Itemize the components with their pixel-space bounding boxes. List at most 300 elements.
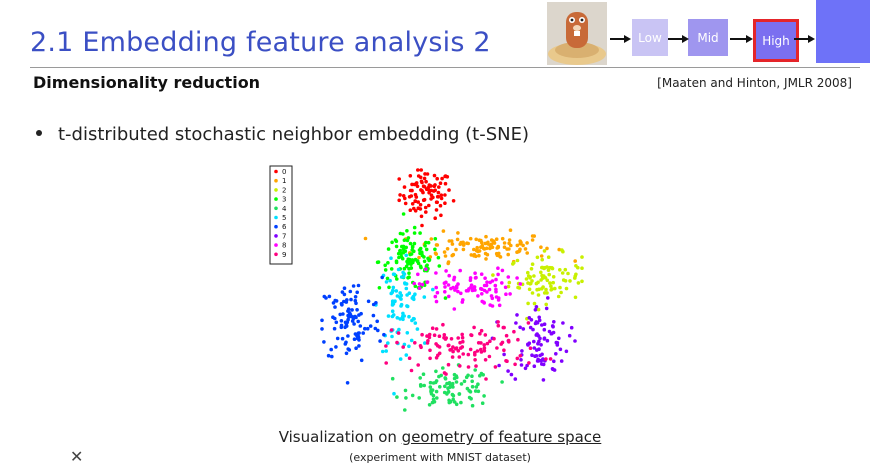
- scatter-point-8: [469, 276, 473, 280]
- scatter-point-2: [540, 266, 544, 270]
- scatter-point-8: [497, 296, 501, 300]
- scatter-point-9: [461, 340, 465, 344]
- scatter-point-8: [507, 275, 511, 279]
- scatter-point-7: [534, 322, 538, 326]
- scatter-point-3: [406, 257, 410, 261]
- scatter-point-0: [402, 194, 406, 198]
- scatter-point-6: [343, 293, 347, 297]
- scatter-point-9: [495, 346, 499, 350]
- scatter-point-2: [549, 288, 553, 292]
- scatter-point-5: [403, 272, 407, 276]
- scatter-point-8: [480, 272, 484, 276]
- scatter-point-7: [506, 369, 510, 373]
- scatter-point-6: [343, 286, 347, 290]
- scatter-point-3: [397, 256, 401, 260]
- scatter-point-9: [444, 336, 448, 340]
- scatter-point-9: [484, 377, 488, 381]
- scatter-point-4: [458, 392, 462, 396]
- arrow-icon: [610, 34, 632, 44]
- legend-marker-6: [274, 225, 278, 229]
- scatter-point-2: [564, 268, 568, 272]
- scatter-point-0: [433, 183, 437, 187]
- figure-subcaption: (experiment with MNIST dataset): [349, 451, 531, 464]
- scatter-point-1: [501, 237, 505, 241]
- scatter-point-3: [413, 231, 417, 235]
- scatter-point-1: [434, 252, 438, 256]
- scatter-point-0: [439, 181, 443, 185]
- scatter-point-9: [480, 329, 484, 333]
- scatter-point-8: [504, 286, 508, 290]
- scatter-point-8: [491, 297, 495, 301]
- scatter-point-8: [515, 276, 519, 280]
- scatter-point-3: [407, 275, 411, 279]
- scatter-point-9: [527, 361, 531, 365]
- scatter-point-6: [346, 334, 350, 338]
- scatter-point-3: [437, 256, 441, 260]
- scatter-point-4: [471, 404, 475, 408]
- scatter-point-4: [473, 368, 477, 372]
- scatter-point-9: [549, 357, 553, 361]
- scatter-point-5: [389, 292, 393, 296]
- scatter-point-7: [538, 354, 542, 358]
- scatter-point-2: [548, 281, 552, 285]
- scatter-point-2: [525, 277, 529, 281]
- scatter-point-0: [419, 203, 423, 207]
- scatter-point-6: [359, 324, 363, 328]
- scatter-point-4: [453, 373, 457, 377]
- legend-label-6: 6: [282, 223, 287, 232]
- scatter-point-9: [456, 336, 460, 340]
- scatter-point-5: [403, 282, 407, 286]
- arrow-icon: [730, 34, 754, 44]
- scatter-point-5: [412, 298, 416, 302]
- scatter-point-2: [528, 276, 532, 280]
- scatter-point-1: [417, 256, 421, 260]
- scatter-point-6: [366, 327, 370, 331]
- scatter-point-2: [551, 281, 555, 285]
- section-subtitle: Dimensionality reduction: [33, 73, 261, 92]
- scatter-point-5: [401, 312, 405, 316]
- scatter-point-2: [540, 258, 544, 262]
- scatter-point-5: [410, 339, 414, 343]
- scatter-point-3: [438, 264, 442, 268]
- scatter-point-0: [403, 185, 407, 189]
- scatter-point-4: [430, 392, 434, 396]
- scatter-point-6: [374, 327, 378, 331]
- scatter-point-2: [574, 296, 578, 300]
- scatter-point-7: [551, 325, 555, 329]
- scatter-point-3: [384, 268, 388, 272]
- scatter-point-1: [509, 228, 513, 232]
- scatter-point-4: [482, 394, 486, 398]
- scatter-point-2: [531, 262, 535, 266]
- scatter-point-2: [528, 288, 532, 292]
- scatter-point-3: [407, 271, 411, 275]
- scatter-point-9: [467, 365, 471, 369]
- scatter-point-8: [482, 301, 486, 305]
- scatter-point-6: [357, 284, 361, 288]
- scatter-point-7: [542, 363, 546, 367]
- scatter-point-4: [477, 390, 481, 394]
- scatter-point-3: [378, 286, 382, 290]
- scatter-point-0: [423, 177, 427, 181]
- scatter-point-2: [512, 261, 516, 265]
- scatter-point-2: [561, 271, 565, 275]
- legend-label-0: 0: [282, 168, 287, 176]
- scatter-point-7: [515, 313, 519, 317]
- scatter-point-4: [451, 382, 455, 386]
- legend-marker-8: [274, 243, 278, 247]
- scatter-point-9: [469, 348, 473, 352]
- scatter-point-3: [411, 245, 415, 249]
- scatter-point-5: [405, 293, 409, 297]
- scatter-point-1: [477, 254, 481, 258]
- scatter-point-2: [536, 281, 540, 285]
- scatter-point-6: [369, 324, 373, 328]
- scatter-point-4: [460, 382, 464, 386]
- scatter-point-0: [439, 214, 443, 218]
- scatter-point-1: [503, 241, 507, 245]
- scatter-point-9: [428, 333, 432, 337]
- scatter-point-3: [433, 248, 437, 252]
- scatter-point-0: [410, 183, 414, 187]
- scatter-point-7: [535, 332, 539, 336]
- scatter-point-6: [335, 299, 339, 303]
- legend-label-1: 1: [282, 177, 287, 186]
- scatter-point-7: [502, 353, 506, 357]
- scatter-point-3: [387, 286, 391, 290]
- scatter-point-2: [568, 279, 572, 283]
- bullet-icon: [36, 130, 42, 136]
- scatter-point-5: [399, 304, 403, 308]
- scatter-point-6: [346, 318, 350, 322]
- scatter-point-2: [516, 259, 520, 263]
- scatter-point-1: [509, 244, 513, 248]
- scatter-point-9: [401, 345, 405, 349]
- stage-mid-label: Mid: [697, 30, 719, 45]
- scatter-point-5: [389, 256, 393, 260]
- scatter-point-2: [537, 293, 541, 297]
- scatter-point-9: [476, 349, 480, 353]
- scatter-point-0: [447, 188, 451, 192]
- arrow-icon: [794, 34, 816, 44]
- scatter-point-8: [496, 266, 500, 270]
- scatter-point-6: [352, 284, 356, 288]
- scatter-point-4: [395, 395, 399, 399]
- scatter-point-9: [438, 334, 442, 338]
- legend-label-8: 8: [282, 241, 287, 250]
- scatter-point-4: [469, 397, 473, 401]
- scatter-point-4: [435, 379, 439, 383]
- scatter-point-0: [409, 189, 413, 193]
- scatter-point-4: [481, 401, 485, 405]
- scatter-point-7: [539, 359, 543, 363]
- scatter-point-8: [434, 295, 438, 299]
- scatter-point-7: [568, 334, 572, 338]
- scatter-point-2: [547, 268, 551, 272]
- scatter-point-3: [395, 245, 399, 249]
- scatter-point-5: [392, 286, 396, 290]
- scatter-point-7: [510, 373, 514, 377]
- scatter-point-5: [391, 315, 395, 319]
- scatter-point-0: [419, 207, 423, 211]
- scatter-point-1: [540, 254, 544, 258]
- scatter-point-1: [478, 249, 482, 253]
- scatter-point-9: [410, 369, 414, 373]
- scatter-point-6: [346, 347, 350, 351]
- scatter-point-8: [519, 282, 523, 286]
- scatter-point-7: [570, 326, 574, 330]
- scatter-point-1: [484, 257, 488, 261]
- stage-high-label: High: [762, 33, 790, 48]
- scatter-point-8: [480, 287, 484, 291]
- scatter-point-1: [456, 231, 460, 235]
- scatter-point-3: [386, 261, 390, 265]
- scatter-point-9: [482, 343, 486, 347]
- scatter-point-4: [404, 396, 408, 400]
- scatter-point-6: [378, 339, 382, 343]
- scatter-point-5: [392, 392, 396, 396]
- scatter-point-3: [409, 262, 413, 266]
- scatter-point-9: [504, 359, 508, 363]
- scatter-point-4: [428, 403, 432, 407]
- scatter-point-9: [435, 327, 439, 331]
- scatter-point-0: [444, 174, 448, 178]
- scatter-point-4: [448, 382, 452, 386]
- scatter-point-9: [438, 345, 442, 349]
- scatter-point-8: [435, 300, 439, 304]
- scatter-point-4: [404, 389, 408, 393]
- scatter-point-0: [414, 193, 418, 197]
- scatter-point-4: [432, 398, 436, 402]
- scatter-point-3: [402, 245, 406, 249]
- scatter-point-5: [406, 331, 410, 335]
- scatter-point-1: [497, 245, 501, 249]
- scatter-point-1: [461, 241, 465, 245]
- scatter-point-4: [418, 376, 422, 380]
- scatter-point-8: [488, 303, 492, 307]
- scatter-point-7: [542, 378, 546, 382]
- legend-label-3: 3: [282, 195, 287, 204]
- scatter-point-9: [494, 365, 498, 369]
- tsne-scatter-plot: [262, 160, 592, 420]
- bullet-text: t-distributed stochastic neighbor embedding (t-SNE): [58, 124, 530, 145]
- scatter-point-4: [422, 384, 426, 388]
- scatter-point-1: [539, 245, 543, 249]
- scatter-point-2: [542, 274, 546, 278]
- scatter-point-2: [537, 308, 541, 312]
- scatter-point-1: [488, 244, 492, 248]
- scatter-point-1: [474, 238, 478, 242]
- scatter-point-6: [372, 303, 376, 307]
- scatter-point-5: [395, 289, 399, 293]
- scatter-point-8: [434, 271, 438, 275]
- scatter-point-6: [335, 321, 339, 325]
- scatter-point-4: [451, 393, 455, 397]
- scatter-point-4: [444, 377, 448, 381]
- scatter-point-8: [508, 292, 512, 296]
- scatter-point-0: [424, 210, 428, 214]
- scatter-point-8: [485, 280, 489, 284]
- scatter-point-3: [406, 262, 410, 266]
- scatter-point-7: [526, 343, 530, 347]
- scatter-point-4: [453, 400, 457, 404]
- scatter-point-4: [475, 385, 479, 389]
- scatter-point-1: [495, 237, 499, 241]
- scatter-point-9: [527, 321, 531, 325]
- scatter-point-8: [504, 292, 508, 296]
- scatter-point-2: [580, 266, 584, 270]
- scatter-point-1: [443, 250, 447, 254]
- scatter-point-0: [419, 168, 423, 172]
- scatter-point-0: [443, 201, 447, 205]
- scatter-point-5: [400, 294, 404, 298]
- scatter-point-9: [441, 323, 445, 327]
- scatter-point-9: [499, 342, 503, 346]
- scatter-point-7: [543, 336, 547, 340]
- scatter-point-0: [427, 204, 431, 208]
- scatter-point-4: [445, 392, 449, 396]
- scatter-point-3: [390, 241, 394, 245]
- scatter-point-8: [500, 281, 504, 285]
- scatter-point-9: [397, 331, 401, 335]
- scatter-point-2: [531, 291, 535, 295]
- scatter-point-6: [331, 315, 335, 319]
- legend-marker-4: [274, 207, 278, 211]
- scatter-point-3: [403, 238, 407, 242]
- scatter-point-4: [437, 375, 441, 379]
- scatter-point-1: [492, 239, 496, 243]
- scatter-point-9: [435, 356, 439, 360]
- scatter-point-2: [544, 303, 548, 307]
- scatter-point-9: [507, 339, 511, 343]
- scatter-point-4: [391, 377, 395, 381]
- scatter-point-9: [502, 348, 506, 352]
- close-icon[interactable]: ✕: [70, 447, 84, 466]
- stage-mid: [688, 19, 728, 56]
- scatter-point-1: [521, 244, 525, 248]
- scatter-point-0: [428, 183, 432, 187]
- scatter-point-6: [324, 296, 328, 300]
- scatter-point-7: [533, 354, 537, 358]
- scatter-point-3: [405, 229, 409, 233]
- scatter-point-9: [428, 349, 432, 353]
- scatter-point-8: [447, 274, 451, 278]
- scatter-point-5: [412, 317, 416, 321]
- scatter-point-7: [514, 321, 518, 325]
- scatter-point-6: [372, 314, 376, 318]
- scatter-point-1: [456, 238, 460, 242]
- scatter-point-3: [413, 226, 417, 230]
- scatter-point-4: [455, 380, 459, 384]
- scatter-point-8: [421, 283, 425, 287]
- scatter-point-8: [480, 292, 484, 296]
- scatter-point-3: [419, 247, 423, 251]
- legend-marker-3: [274, 197, 278, 201]
- scatter-point-9: [384, 344, 388, 348]
- scatter-point-0: [414, 183, 418, 187]
- scatter-point-8: [483, 276, 487, 280]
- scatter-point-6: [360, 359, 364, 363]
- scatter-point-0: [410, 194, 414, 198]
- scatter-point-1: [524, 247, 528, 251]
- scatter-point-5: [404, 254, 408, 258]
- scatter-point-4: [403, 408, 407, 412]
- scatter-point-1: [451, 242, 455, 246]
- scatter-point-3: [401, 257, 405, 261]
- scatter-point-0: [420, 215, 424, 219]
- scatter-point-2: [580, 255, 584, 259]
- scatter-point-1: [450, 254, 454, 258]
- scatter-point-7: [557, 337, 561, 341]
- scatter-point-1: [505, 247, 509, 251]
- bullet-item: [36, 124, 529, 145]
- scatter-point-3: [418, 231, 422, 235]
- legend-marker-5: [274, 216, 278, 220]
- scatter-point-0: [433, 216, 437, 220]
- scatter-point-6: [354, 346, 358, 350]
- scatter-point-8: [456, 282, 460, 286]
- scatter-point-6: [345, 324, 349, 328]
- scatter-point-9: [443, 371, 447, 375]
- scatter-point-7: [497, 364, 501, 368]
- scatter-point-9: [488, 339, 492, 343]
- scatter-point-9: [497, 324, 501, 328]
- scatter-point-9: [479, 341, 483, 345]
- scatter-point-2: [530, 267, 534, 271]
- scatter-point-2: [562, 278, 566, 282]
- scatter-point-0: [397, 177, 401, 181]
- scatter-point-6: [333, 327, 337, 331]
- scatter-point-3: [419, 265, 423, 269]
- scatter-point-8: [498, 304, 502, 308]
- scatter-point-5: [391, 303, 395, 307]
- scatter-point-8: [443, 281, 447, 285]
- scatter-point-9: [484, 358, 488, 362]
- scatter-point-8: [461, 300, 465, 304]
- scatter-point-9: [460, 333, 464, 337]
- scatter-point-0: [398, 193, 402, 197]
- scatter-point-7: [518, 326, 522, 330]
- scatter-point-2: [543, 249, 547, 253]
- scatter-point-8: [443, 285, 447, 289]
- scatter-point-9: [472, 326, 476, 330]
- scatter-point-5: [381, 350, 385, 354]
- scatter-point-8: [496, 273, 500, 277]
- scatter-point-5: [384, 349, 388, 353]
- caption-prefix: Visualization on: [278, 428, 402, 446]
- scatter-point-8: [416, 273, 420, 277]
- scatter-point-9: [431, 326, 435, 330]
- scatter-point-4: [429, 385, 433, 389]
- scatter-point-0: [409, 208, 413, 212]
- scatter-point-3: [401, 232, 405, 236]
- scatter-point-6: [340, 324, 344, 328]
- scatter-point-4: [443, 385, 447, 389]
- scatter-point-4: [438, 385, 442, 389]
- scatter-point-9: [447, 363, 451, 367]
- scatter-point-9: [529, 346, 533, 350]
- scatter-point-1: [484, 235, 488, 239]
- scatter-point-2: [526, 302, 530, 306]
- scatter-point-6: [327, 354, 331, 358]
- scatter-point-6: [356, 337, 360, 341]
- scatter-point-1: [531, 238, 535, 242]
- scatter-point-1: [474, 255, 478, 259]
- scatter-point-1: [448, 239, 452, 243]
- scatter-point-3: [423, 244, 427, 248]
- scatter-point-6: [334, 345, 338, 349]
